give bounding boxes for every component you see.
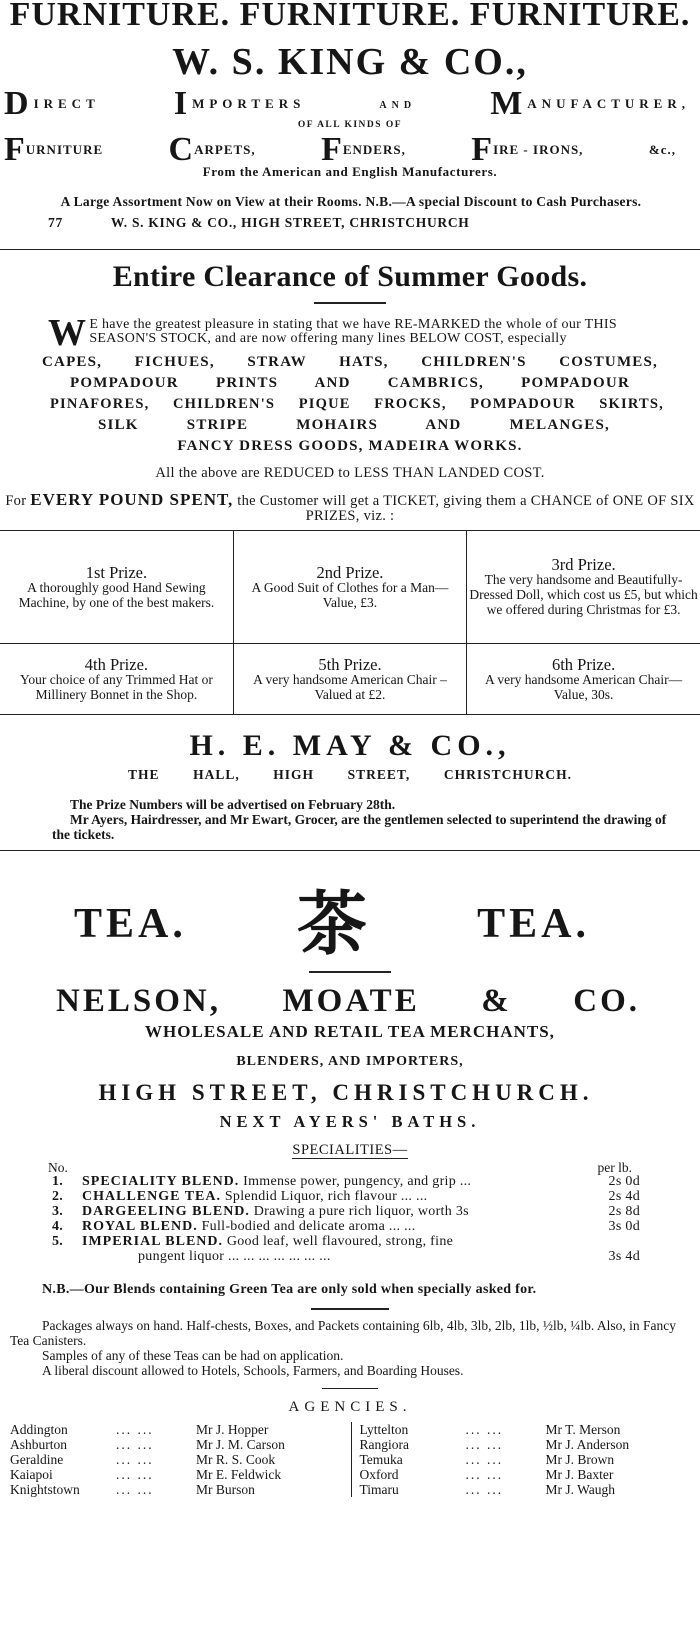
nelson-sub2: BLENDERS, AND IMPORTERS, [236, 1054, 464, 1069]
nelson-street: HIGH STREET, CHRISTCHURCH. [98, 1080, 594, 1105]
tea-heading [74, 883, 590, 965]
prize-cell [0, 644, 233, 715]
agency-dots: ... ... [465, 1467, 504, 1482]
agency-dots: ... ... [116, 1437, 154, 1452]
prize-cell [467, 531, 700, 644]
prize-title: 5th Prize. [318, 654, 382, 674]
tea-item-price: 3s 4d [608, 1249, 640, 1264]
goods-line-4: SILK STRIPE MOHAIRS AND MELANGES, [98, 417, 610, 433]
agency-place: Geraldine [10, 1452, 64, 1467]
king-banner: FURNITURE. FURNITURE. FURNITURE. [9, 0, 691, 33]
king-direct-text: IRECT [33, 96, 100, 111]
every-em: EVERY POUND SPENT, [30, 490, 234, 509]
prize-text: A very handsome American Chair – Valued at £2. [253, 671, 447, 702]
agency-place: Lyttelton [359, 1422, 409, 1437]
prize-title: 4th Prize. [84, 654, 149, 674]
king-carpets: CARPETS, [168, 131, 256, 168]
tea-character-icon: 茶 [297, 883, 367, 965]
may-advert [0, 260, 700, 842]
tea-item-desc: Immense power, pungency, and grip ... [243, 1174, 472, 1189]
king-direct: DIRECT [4, 85, 100, 122]
prize-title: 1st Prize. [85, 562, 148, 582]
prize-title: 3rd Prize. [551, 555, 616, 574]
prize-cell [467, 644, 700, 715]
agency-place: Knightstown [10, 1482, 80, 1497]
king-fenders: FENDERS, [321, 131, 406, 168]
agency-place: Rangiora [359, 1437, 409, 1452]
prize-text: A very handsome American Chair—Value, 30s. [484, 671, 683, 702]
goods-line-3: PINAFORES, CHILDREN'S PIQUE FROCKS, POMPADOUR SKIRTS, [50, 396, 664, 412]
agency-agent: Mr R. S. Cook [196, 1452, 276, 1467]
tea-item-num: 5. [52, 1234, 64, 1249]
prize-cell [233, 531, 466, 644]
nelson-name [56, 983, 640, 1020]
agency-dots: ... ... [465, 1452, 504, 1467]
divider [0, 850, 700, 851]
tea-item-name: CHALLENGE TEA. [82, 1189, 221, 1204]
agency-dots: ... ... [465, 1482, 504, 1497]
tea-item [52, 1219, 640, 1234]
may-reduced: All the above are REDUCED to LESS THAN LANDED COST. [155, 465, 545, 481]
king-kinds: OF ALL KINDS OF [297, 120, 403, 130]
tea-item-num: 2. [52, 1189, 64, 1204]
king-ref: 77 [48, 215, 63, 230]
agency-dots: ... ... [116, 1452, 154, 1467]
king-furniture: FURNITURE [4, 131, 104, 168]
agencies-right [352, 1422, 695, 1497]
agency-dots: ... ... [116, 1422, 154, 1437]
prize-text: A thoroughly good Hand Sewing Machine, by one of the best makers. [18, 579, 215, 610]
nelson-baths: NEXT AYERS' BATHS. [219, 1112, 481, 1131]
agency-row [360, 1467, 695, 1482]
king-from: From the American and English Manufacturers. [202, 164, 498, 179]
tea-item-desc: Splendid Liquor, rich flavour ... ... [224, 1189, 428, 1204]
goods-line-2: POMPADOUR PRINTS AND CAMBRICS, POMPADOUR [70, 375, 630, 391]
agency-place: Timaru [359, 1482, 399, 1497]
tea-item-num: 1. [52, 1174, 64, 1189]
agency-row [10, 1467, 345, 1482]
tea-item-price [594, 1234, 640, 1249]
agency-row [360, 1482, 695, 1497]
samples-text: Samples of any of these Teas can be had on application. [42, 1348, 344, 1363]
col-no: No. [48, 1160, 68, 1175]
tea-item-num: 3. [52, 1204, 64, 1219]
agency-row [360, 1422, 695, 1437]
tea-item-desc: Good leaf, well flavoured, strong, fine [226, 1234, 454, 1249]
king-importers: IMPORTERS [173, 85, 306, 122]
agency-row [360, 1452, 695, 1467]
packages-text: Packages always on hand. Half-chests, Boxes, and Packets containing 6lb, 4lb, 3lb, 2lb, 1lb, ½lb, ¼lb. Also, in Fancy Tea Canisters. [10, 1318, 677, 1348]
agency-agent: Mr E. Feldwick [196, 1467, 282, 1482]
agency-row [360, 1437, 695, 1452]
tea-item-name: IMPERIAL BLEND. [82, 1234, 224, 1249]
agency-agent: Mr J. Hopper [196, 1422, 269, 1437]
prize-cell [0, 531, 233, 644]
tea-item-price: 2s 8d [608, 1204, 640, 1219]
prize-table [0, 530, 700, 715]
agency-dots: ... ... [116, 1482, 154, 1497]
short-rule [309, 971, 391, 973]
agency-place: Ashburton [10, 1437, 67, 1452]
nelson-advert [0, 883, 700, 1497]
king-manufacturer: MANUFACTURER, [490, 85, 690, 122]
tea-item-name: SPECIALITY BLEND. [82, 1174, 240, 1189]
nelson-name-word: CO. [573, 983, 640, 1019]
nelson-name-word: MOATE [282, 983, 420, 1019]
tea-item [52, 1204, 640, 1219]
agencies-title: AGENCIES. [288, 1399, 412, 1415]
prize-text: The very handsome and Beautifully-Dressed Doll, which cost us £5, but which we offered during Christmas for £3. [469, 572, 698, 617]
king-manufacturer-text: ANUFACTURER, [527, 96, 690, 111]
tea-item-price: 2s 4d [608, 1189, 640, 1204]
may-note-1: The Prize Numbers will be advertised on February 28th. [70, 797, 396, 812]
nelson-packages [10, 1318, 694, 1378]
may-every-pound [0, 492, 700, 524]
agency-row [10, 1437, 345, 1452]
agency-agent: Mr J. Anderson [545, 1437, 630, 1452]
may-address-word: HIGH [273, 767, 315, 782]
agency-place: Oxford [359, 1467, 399, 1482]
tea-item-name: ROYAL BLEND. [82, 1219, 198, 1234]
agency-agent: Mr T. Merson [545, 1422, 621, 1437]
agency-agent: Mr J. Waugh [545, 1482, 616, 1497]
king-assortment: A Large Assortment Now on View at their Rooms. N.B.—A special Discount to Cash Purchasers. [60, 194, 642, 209]
tea-item [52, 1189, 640, 1204]
may-address-word: HALL, [193, 767, 240, 782]
prize-title: 6th Prize. [551, 654, 616, 674]
king-name: W. S. KING & CO., [172, 41, 528, 83]
col-per-lb: per lb. [597, 1160, 632, 1175]
goods-line-5: FANCY DRESS GOODS, MADEIRA WORKS. [177, 438, 523, 454]
king-carpets-text: ARPETS, [194, 142, 256, 157]
king-advert [0, 0, 700, 231]
agency-dots: ... ... [465, 1422, 504, 1437]
agency-agent: Mr J. Baxter [545, 1467, 614, 1482]
may-address-word: STREET, [347, 767, 411, 782]
drop-cap: W [48, 312, 87, 354]
may-intro-text: E have the greatest pleasure in stating that we have RE-MARKED the whole of our THIS SEASON'S STOCK, and are now offering many lines BELOW COST, especially [89, 317, 617, 346]
tea-item-num: 4. [52, 1219, 64, 1234]
agencies-left [10, 1422, 352, 1497]
tea-item-desc: Drawing a pure rich liquor, worth 3s [253, 1204, 469, 1219]
agency-dots: ... ... [116, 1467, 154, 1482]
tea-item-name: DARGEELING BLEND. [82, 1204, 250, 1219]
agency-agent: Mr J. Brown [545, 1452, 615, 1467]
prize-title: 2nd Prize. [316, 562, 384, 582]
king-fire-irons: FIRE - IRONS, [471, 131, 584, 168]
specialities-text: SPECIALITIES— [292, 1142, 408, 1158]
prize-cell [233, 644, 466, 715]
tea-item-price: 2s 0d [608, 1174, 640, 1189]
agency-place: Addington [10, 1422, 68, 1437]
may-address-word: THE [128, 767, 160, 782]
king-importers-text: MPORTERS [192, 96, 306, 111]
king-fire-irons-text: IRE - IRONS, [493, 142, 584, 157]
tea-item-desc: Full-bodied and delicate aroma ... ... [201, 1219, 416, 1234]
every-pre: For [5, 493, 27, 509]
tea-list-header [48, 1161, 632, 1174]
agency-place: Temuka [359, 1452, 403, 1467]
agency-agent: Mr Burson [196, 1482, 255, 1497]
nelson-name-word: & [481, 983, 512, 1019]
king-and: AND [379, 100, 417, 111]
may-notes [52, 797, 680, 842]
prize-text: Your choice of any Trimmed Hat or Millinery Bonnet in the Shop. [19, 671, 213, 702]
nelson-sub1: WHOLESALE AND RETAIL TEA MERCHANTS, [145, 1022, 555, 1041]
agency-row [10, 1482, 345, 1497]
nelson-name-word: NELSON, [56, 983, 221, 1019]
goods-text: CAPES, FICHUES, STRAW HATS, CHILDREN'S COSTUMES, [42, 354, 658, 370]
agencies-list [10, 1422, 694, 1497]
nelson-nb: N.B.—Our Blends containing Green Tea are only sold when specially asked for. [42, 1282, 537, 1297]
agency-row [10, 1452, 345, 1467]
goods-line-1 [42, 352, 658, 373]
discount-text: A liberal discount allowed to Hotels, Schools, Farmers, and Boarding Houses. [42, 1363, 464, 1378]
agency-row [10, 1422, 345, 1437]
prize-text: A Good Suit of Clothes for a Man—Value, £3. [251, 579, 449, 610]
short-rule [311, 1308, 389, 1310]
every-post: the Customer will get a TICKET, giving them a CHANCE of ONE OF SIX PRIZES, viz. : [237, 493, 695, 524]
may-intro [48, 312, 672, 354]
may-address [128, 767, 572, 783]
may-name: H. E. MAY & CO., [189, 729, 511, 762]
tea-item [52, 1174, 640, 1189]
king-furniture-text: URNITURE [25, 142, 104, 157]
agency-dots: ... ... [465, 1437, 504, 1452]
short-rule [314, 302, 386, 304]
king-line1 [0, 84, 700, 122]
tea-item [52, 1234, 640, 1249]
agency-agent: Mr J. M. Carson [196, 1437, 285, 1452]
king-address: W. S. KING & CO., HIGH STREET, CHRISTCHURCH [110, 215, 470, 230]
tea-left: TEA. [74, 901, 187, 947]
may-note-2: Mr Ayers, Hairdresser, and Mr Ewart, Grocer, are the gentlemen selected to superintend the drawing of the tickets. [52, 812, 667, 842]
tea-right: TEA. [477, 901, 590, 947]
tea-item-desc: pungent liquor ... ... ... ... ... ... ... [138, 1249, 331, 1264]
short-rule [322, 1388, 378, 1389]
tea-item-price: 3s 0d [608, 1219, 640, 1234]
king-etc: &c., [648, 142, 676, 157]
tea-item-continued [52, 1249, 640, 1264]
may-headline: Entire Clearance of Summer Goods. [112, 260, 588, 293]
king-line2 [0, 130, 700, 168]
may-address-word: CHRISTCHURCH. [443, 767, 572, 782]
specialities-heading [0, 1142, 700, 1159]
king-address-line [0, 215, 700, 231]
king-fenders-text: ENDERS, [342, 142, 406, 157]
divider [0, 249, 700, 250]
agency-place: Kaiapoi [10, 1467, 53, 1482]
